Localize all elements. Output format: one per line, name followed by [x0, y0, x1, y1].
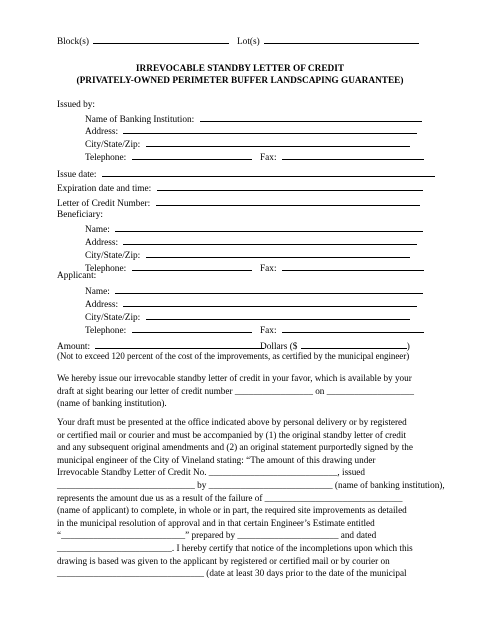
beneficiary-fax-label: Fax: [260, 264, 277, 274]
applicant-address-field[interactable] [85, 297, 417, 311]
beneficiary-name-field[interactable] [85, 222, 423, 236]
bank-name-label: Name of Banking Institution: [85, 115, 195, 125]
document-subtitle: (PRIVATELY-OWNED PERIMETER BUFFER LANDSCAPING GUARANTEE) [76, 76, 404, 86]
beneficiary-name-label: Name: [85, 225, 110, 235]
paragraph-line: Your draft must be presented at the office indicated above by personal delivery or by registered [57, 417, 407, 427]
beneficiary-city-field[interactable] [85, 248, 410, 262]
issuer-telephone-field[interactable] [85, 150, 252, 164]
lot-field[interactable] [237, 34, 419, 48]
amount-words-input-line[interactable] [95, 339, 264, 349]
paragraph-line: municipal engineer of the City of Vineland stating: “The amount of this drawing under [57, 454, 376, 465]
paragraph-line: ______________________________ by ___________________________ (name of banking institution), [57, 479, 445, 490]
letter-number-label: Letter of Credit Number: [57, 199, 151, 209]
beneficiary-telephone-input-line[interactable] [132, 261, 252, 271]
issuer-address-input-line[interactable] [123, 124, 417, 134]
issuer-telephone-input-line[interactable] [132, 150, 252, 160]
expiration-input-line[interactable] [157, 181, 423, 191]
issuer-address-label: Address: [85, 127, 119, 137]
issue-date-input-line[interactable] [102, 167, 435, 177]
applicant-telephone-input-line[interactable] [132, 323, 252, 333]
paragraph-line: “___________________________” prepared by ______________________ and dated [57, 530, 377, 541]
paragraph-issuance [57, 372, 425, 410]
issuer-fax-field[interactable] [260, 150, 424, 164]
beneficiary-city-label: City/State/Zip: [85, 251, 141, 261]
issue-date-label: Issue date: [57, 170, 97, 180]
amount-dollars-input-line[interactable] [301, 339, 407, 349]
applicant-city-input-line[interactable] [146, 310, 410, 320]
paragraph-line: _________________________. I hereby certify that notice of the incompletions upon which this [57, 542, 413, 553]
applicant-telephone-field[interactable] [85, 323, 252, 337]
applicant-name-field[interactable] [85, 284, 423, 298]
issuer-city-label: City/State/Zip: [85, 140, 141, 150]
beneficiary-fax-input-line[interactable] [282, 261, 424, 271]
beneficiary-address-label: Address: [85, 238, 119, 248]
bank-name-input-line[interactable] [200, 112, 422, 122]
paragraph-draft-conditions [57, 416, 445, 580]
issuer-address-field[interactable] [85, 124, 417, 138]
issued-by-heading: Issued by: [57, 100, 95, 110]
beneficiary-heading: Beneficiary: [57, 210, 103, 220]
amount-note: (Not to exceed 120 percent of the cost of the improvements, as certified by the municipal engineer) [57, 351, 410, 361]
applicant-address-label: Address: [85, 300, 119, 310]
paragraph-line: in the municipal resolution of approval and in that certain Engineer’s Estimate entitled [57, 517, 375, 528]
applicant-fax-label: Fax: [260, 326, 277, 336]
applicant-heading: Applicant: [57, 271, 97, 281]
paragraph-line: represents the amount due us as a result of the failure of ______________________________ [57, 492, 403, 503]
paragraph-line: and any subsequent original amendments and (2) an original statement purportedly signed by the [57, 442, 413, 453]
issuer-city-input-line[interactable] [146, 137, 410, 147]
beneficiary-city-input-line[interactable] [146, 248, 410, 258]
block-input-line[interactable] [93, 34, 229, 44]
paragraph-line: (name of applicant) to complete, in whole or in part, the required site improvements as detailed [57, 505, 407, 516]
amount-label: Amount: [57, 342, 91, 352]
amount-close-paren: ) [406, 342, 410, 352]
issuer-city-field[interactable] [85, 137, 410, 151]
applicant-address-input-line[interactable] [123, 297, 417, 307]
letter-number-field[interactable] [57, 196, 420, 210]
issuer-telephone-label: Telephone: [85, 153, 127, 163]
applicant-city-field[interactable] [85, 310, 410, 324]
applicant-city-label: City/State/Zip: [85, 313, 141, 323]
applicant-name-input-line[interactable] [115, 284, 423, 294]
beneficiary-fax-field[interactable] [260, 261, 424, 275]
applicant-name-label: Name: [85, 287, 110, 297]
applicant-telephone-label: Telephone: [85, 326, 127, 336]
beneficiary-name-input-line[interactable] [115, 222, 423, 232]
issuer-fax-input-line[interactable] [282, 150, 424, 160]
applicant-fax-field[interactable] [260, 323, 424, 337]
paragraph-line: drawing is based was given to the applicant by registered or certified mail or by courier on [57, 555, 390, 566]
paragraph-line: (name of banking institution). [57, 398, 167, 409]
beneficiary-telephone-label: Telephone: [85, 264, 127, 274]
block-field[interactable] [57, 34, 229, 48]
paragraph-line: draft at sight bearing our letter of credit number _________________ on ___________________ [57, 385, 414, 396]
block-label: Block(s) [57, 37, 90, 47]
lot-input-line[interactable] [264, 34, 419, 44]
document-title: IRREVOCABLE STANDBY LETTER OF CREDIT [135, 64, 345, 74]
beneficiary-address-field[interactable] [85, 235, 417, 249]
issue-date-field[interactable] [57, 167, 435, 181]
paragraph-line: or certified mail or courier and must be accompanied by (1) the original standby letter of credit [57, 429, 406, 440]
letter-number-input-line[interactable] [156, 196, 420, 206]
applicant-fax-input-line[interactable] [282, 323, 424, 333]
paragraph-line: Irrevocable Standby Letter of Credit No. ____________________________, issued [57, 467, 365, 478]
amount-dollars-label: Dollars ($ [260, 342, 298, 352]
paragraph-line: We hereby issue our irrevocable standby letter of credit in your favor, which is available by your [57, 373, 412, 383]
beneficiary-address-input-line[interactable] [123, 235, 417, 245]
expiration-label: Expiration date and time: [57, 184, 152, 194]
paragraph-line: ________________________________ (date at least 30 days prior to the date of the municipal [57, 568, 407, 579]
beneficiary-telephone-field[interactable] [85, 261, 252, 275]
expiration-field[interactable] [57, 181, 423, 195]
lot-label: Lot(s) [237, 37, 260, 47]
issuer-fax-label: Fax: [260, 153, 277, 163]
